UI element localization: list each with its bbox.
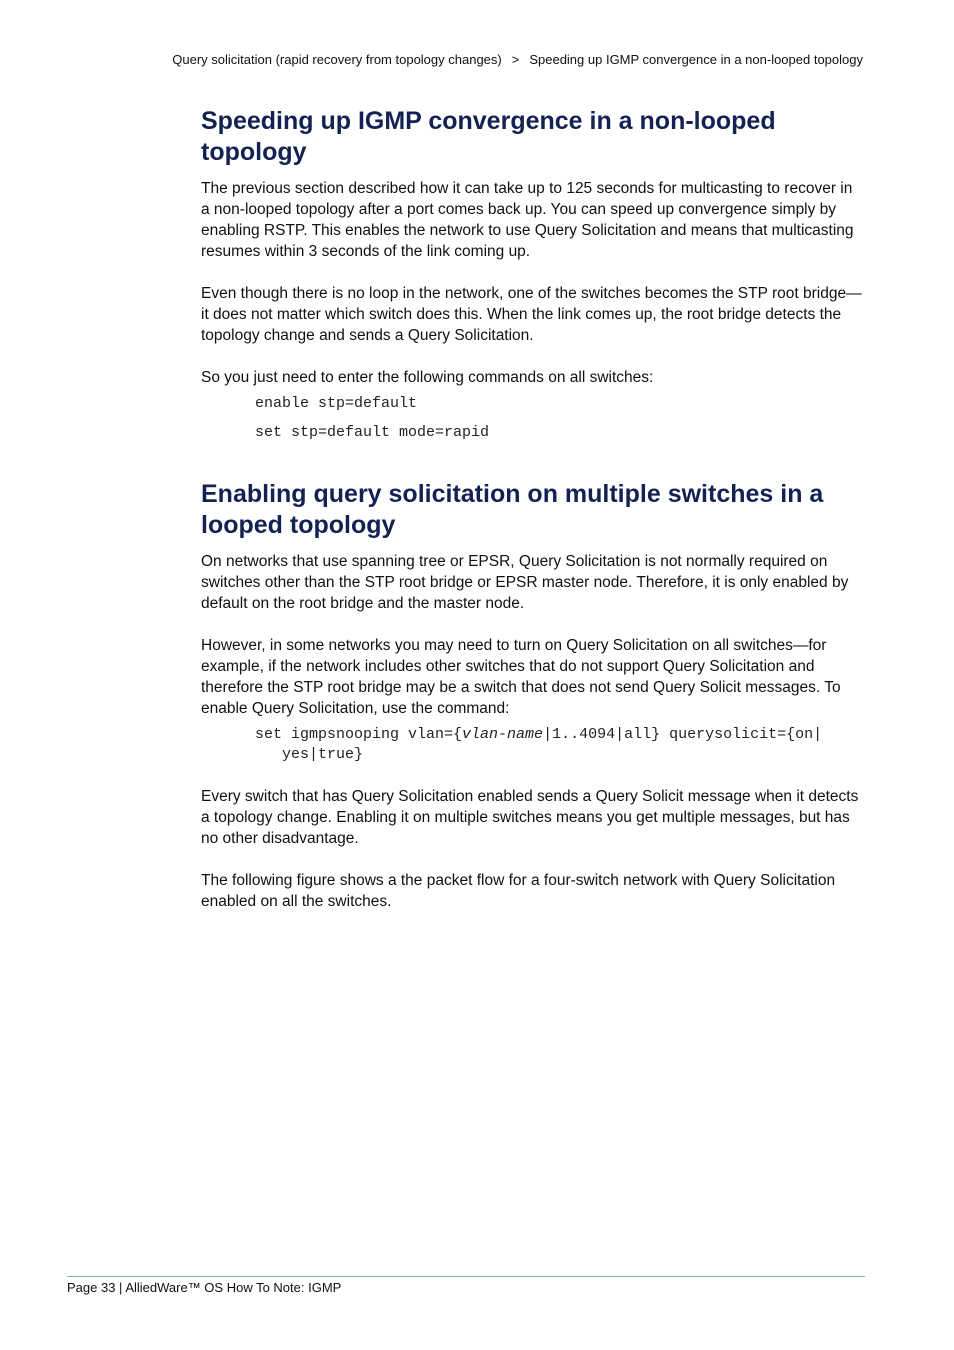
- main-content: [201, 106, 863, 933]
- breadcrumb: [172, 52, 863, 67]
- paragraph: However, in some networks you may need to turn on Query Solicitation on all switches—for example, if the network includes other switches that do not support Query Solicitation and therefore the STP root bridge may be a switch that does not send Query Solicit messages. To enable Query Solicitation, use the command:: [201, 637, 841, 717]
- code-example: [255, 725, 863, 765]
- footer-divider: [67, 1276, 865, 1277]
- breadcrumb-separator: >: [511, 52, 520, 67]
- page-footer: Page 33 | AlliedWare™ OS How To Note: IGMP: [67, 1280, 342, 1295]
- paragraph: Even though there is no loop in the network, one of the switches becomes the STP root bridge—it does not matter which switch does this. When the link comes up, the root bridge detects the topology change and sends a Query Solicitation.: [201, 285, 862, 344]
- breadcrumb-subsection: Speeding up IGMP convergence in a non-looped topology: [529, 52, 863, 67]
- code-continuation: yes|true}: [282, 746, 364, 763]
- code-line: enable stp=default: [255, 395, 418, 412]
- code-suffix: |1..4094|all} querysolicit={on|: [543, 726, 823, 743]
- paragraph: The following figure shows a the packet flow for a four-switch network with Query Solicitation enabled on all the switches.: [201, 872, 836, 910]
- code-parameter: vlan-name: [462, 726, 544, 743]
- paragraph: Every switch that has Query Solicitation enabled sends a Query Solicit message when it detects a topology change. Enabling it on multiple switches means you get multiple messages, but has no other disadvantage.: [201, 788, 859, 847]
- code-line: set stp=default mode=rapid: [255, 424, 490, 441]
- code-example: [255, 394, 863, 443]
- section-heading-query-solicitation: Enabling query solicitation on multiple switches in a looped topology: [201, 480, 824, 539]
- code-prefix: set igmpsnooping vlan={: [255, 726, 463, 743]
- paragraph: The previous section described how it can take up to 125 seconds for multicasting to recover in a non-looped topology after a port comes back up. You can speed up convergence simply by enabling RSTP. This enables the network to use Query Solicitation and means that multicasting resumes within 3 seconds of the link coming up.: [201, 180, 854, 260]
- paragraph: So you just need to enter the following commands on all switches:: [201, 369, 654, 386]
- section-heading-convergence: Speeding up IGMP convergence in a non-looped topology: [201, 107, 776, 166]
- breadcrumb-section: Query solicitation (rapid recovery from topology changes): [172, 52, 502, 67]
- code-line: [255, 725, 863, 745]
- paragraph: On networks that use spanning tree or EPSR, Query Solicitation is not normally required on switches other than the STP root bridge or EPSR master node. Therefore, it is only enabled by default on the root bridge and the master node.: [201, 553, 849, 612]
